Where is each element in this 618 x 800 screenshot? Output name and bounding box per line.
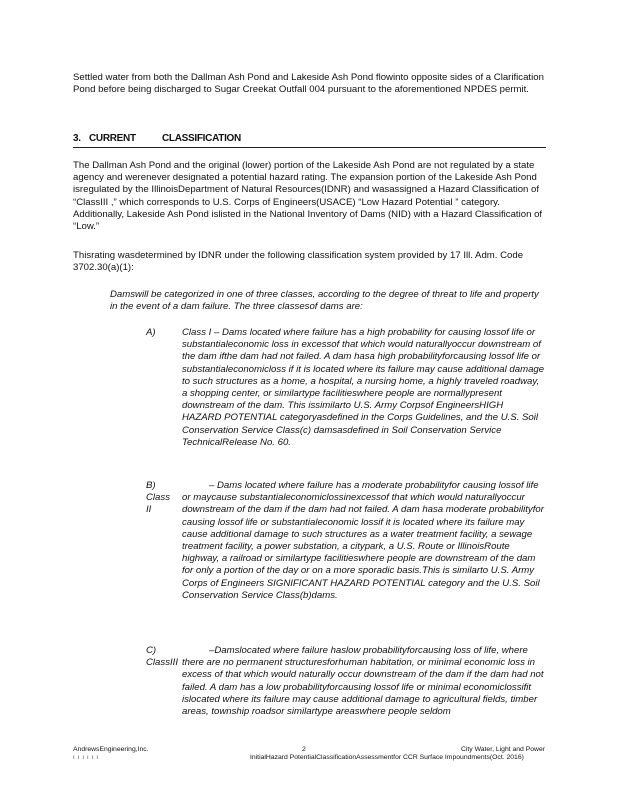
class-item-label: A) (146, 327, 156, 338)
class-item-text: –Damslocated where failure haslow probabilityforcausing loss of life, where there are no permanent structuresforhuman habitation, or minimal economic loss in excess of that which would naturally occur downstream of the dam if the dam had not failed. A dam has a low probabilityforcausing lossof life or minimal economiclossifit islocated where its failure may cause additional damage to agricultural fields, timber areas, township roadsor similartype areaswhere people seldom (182, 645, 544, 718)
section-number: 3. (73, 133, 81, 144)
intro-paragraph: Settled water from both the Dallman Ash Pond and Lakeside Ash Pond flowinto opposite sides of a Clarification Pond before being discharged to Sugar Creekat Outfall 004 pursuant to the aforementioned NPDES permit. (73, 72, 544, 96)
class-item-label: C) ClassIII (146, 645, 178, 669)
footer-decorative-marks: ıııııı (73, 755, 102, 761)
rating-paragraph: Thisrating wasdetermined by IDNR under the following classification system provided by 17 Ill. Adm. Code 3702.30(a)(1): (73, 250, 524, 274)
footer-client: City Water, Light and Power (461, 746, 545, 753)
footer-report-title: InitialHazard PotentialClassificationAssessmentfor CCR Surface Impoundments(Oct. 2016) (250, 754, 524, 761)
class-item-text: Class I – Dams located where failure has a high probability for causing lossof life or substantialeconomic loss in excessof that which would naturallyoccur downstream of the dam ifthe dam had not failed. A dam hasa high probabilityforcausing lossof life or substantialeconomicloss if it is located where its failure may cause additional damage to such structures as a home, a hospital, a nursing home, a highly traveled roadway, a shopping center, or similartype facilitieswhere people are normallypresent downstream of the dam. This issimilarto U.S. Army Corpsof EngineersHIGH HAZARD POTENTIAL categoryasdefined in the Corps Guidelines, and the U.S. Soil Conservation Service Class(c) damsasdefined in Soil Conservation Service TechnicalRelease No. 60. (182, 327, 545, 448)
footer-page-number: 2 (302, 746, 306, 753)
section-title-current: CURRENT (89, 133, 136, 144)
section-title-classification: CLASSIFICATION (162, 133, 241, 144)
class-item-text: – Dams located where failure has a moderate probabilityfor causing lossof life or maycause substantialeconomiclossinexcessof that which would naturallyoccur downstream of the dam if the dam had not failed. A dam hasa moderate probabilityfor causing lossof life or substantialeconomic lossif it is located where its failure may cause additional damage to such structures as a water treatment facility, a sewage treatment facility, a power substation, a citypark, a U.S. Route or IllinoisRoute highway, a railroad or similartype facilitieswhere people are downstream of the dam for only a portion of the day or on a more sporadic basis.This is similarto U.S. Army Corps of Engineers SIGNIFICANT HAZARD POTENTIAL category and the U.S. Soil Conservation Service Class(b)dams. (182, 480, 544, 601)
quote-intro: Damswill be categorized in one of three classes, according to the degree of threat to life and property in the event of a dam failure. The three classesof dams are: (110, 289, 539, 313)
regulation-paragraph: The Dallman Ash Pond and the original (lower) portion of the Lakeside Ash Pond are not regulated by a state agency and werenever designated a potential hazard rating. The expansion portion of the Lakeside Ash Pond isregulated by the IllinoisDepartment of Natural Resources(IDNR) and wasassigned a Hazard Classification of “ClassIII ,” which corresponds to U.S. Corps of Engineers(USACE) “Low Hazard Potential ” category. Additionally, Lakeside Ash Pond islisted in the National Inventory of Dams (NID) with a Hazard Classification of “Low.” (73, 160, 543, 233)
class-item-label: B) Class II (146, 480, 170, 516)
section-heading (73, 132, 546, 148)
footer-company: AndrewsEngineering,Inc. (73, 746, 149, 753)
